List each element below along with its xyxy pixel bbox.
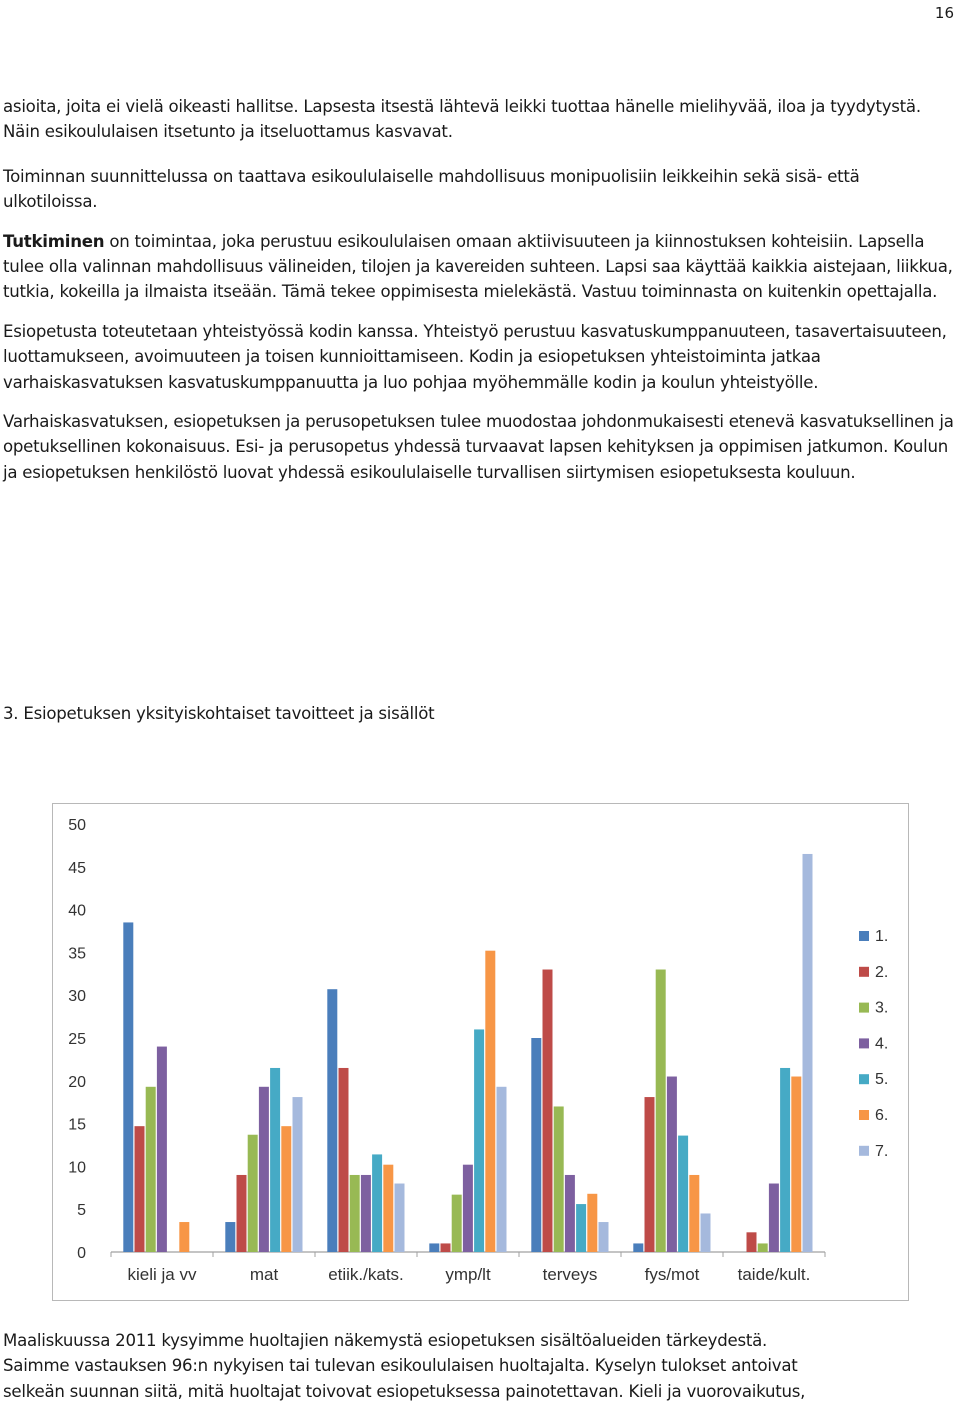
caption-line-2: Saimme vastauksen 96:n nykyisen tai tulevan esikoululaisen huoltajalta. Kyselyn tulokset antoivat: [3, 1356, 798, 1376]
bar-2-series-6: [281, 1126, 291, 1252]
legend-swatch-2: [859, 967, 869, 977]
bar-3-series-5: [372, 1154, 382, 1252]
y-tick-label: 20: [68, 1073, 86, 1091]
legend-label-4: 4.: [875, 1035, 889, 1053]
x-tick-label: terveys: [542, 1265, 598, 1284]
bar-6-series-7: [701, 1213, 711, 1252]
x-tick-label: taide/kult.: [737, 1265, 811, 1284]
paragraph-4: Esiopetusta toteutetaan yhteistyössä kodin kanssa. Yhteistyö perustuu kasvatuskumppanuuteen, tasavertaisuuteen, luottamukseen, avoimuuteen ja toisen kunnioittamiseen. Kodin ja esiopetuksen yhteistoiminta jatkaa varhaiskasvatuksen kasvatuskumppanuutta ja luo pohjaa myöhemmälle kodin ja koulun yhteistyölle.: [3, 321, 947, 392]
y-tick-label: 35: [68, 945, 86, 963]
bar-6-series-6: [689, 1175, 699, 1252]
y-tick-label: 30: [68, 988, 86, 1006]
bar-4-series-1: [429, 1243, 439, 1252]
paragraph-3-rest: on toimintaa, joka perustuu esikoululaisen omaan aktiivisuuteen ja kiinnostuksen kohteisiin. Lapsella tulee olla valinnan mahdollisuus välineiden, tilojen ja kavereiden suhteen. Lapsi saa käyttää kaikkia aistejaan, liikkua, tutkia, kokeilla ja ilmaista itseään. Tämä tekee oppimisesta mielekästä. Vastuu toiminnasta on kuitenkin opettajalla.: [3, 231, 953, 302]
bar-7-series-4: [769, 1184, 779, 1252]
legend-swatch-6: [859, 1110, 869, 1120]
x-tick-label: ymp/lt: [445, 1265, 491, 1284]
bar-7-series-7: [803, 854, 813, 1252]
bar-1-series-4: [157, 1047, 167, 1252]
legend-swatch-3: [859, 1003, 869, 1013]
bar-7-series-5: [780, 1068, 790, 1252]
bar-2-series-2: [237, 1175, 247, 1252]
legend-label-1: 1.: [875, 928, 889, 945]
bar-3-series-2: [339, 1068, 349, 1252]
legend-label-3: 3.: [875, 999, 889, 1017]
chart-caption: [3, 1328, 958, 1404]
bar-7-series-3: [758, 1243, 768, 1252]
bar-4-series-4: [463, 1165, 473, 1252]
legend-label-7: 7.: [875, 1142, 889, 1160]
bar-3-series-3: [350, 1175, 360, 1252]
y-tick-label: 45: [68, 859, 86, 877]
bar-6-series-1: [633, 1243, 643, 1252]
y-tick-label: 50: [68, 817, 86, 834]
bar-5-series-2: [543, 970, 553, 1252]
page-number: 16: [934, 4, 954, 22]
paragraph-1: asioita, joita ei vielä oikeasti hallitse. Lapsesta itsestä lähtevä leikki tuottaa hänelle mielihyvää, iloa ja tyydytystä. Näin esikoululaisen itsetunto ja itseluottamus kasvavat.: [3, 97, 921, 142]
bar-4-series-7: [497, 1087, 507, 1252]
bar-1-series-3: [146, 1087, 156, 1252]
y-tick-label: 5: [77, 1202, 86, 1220]
bar-5-series-7: [599, 1222, 609, 1252]
y-tick-label: 25: [68, 1031, 86, 1048]
x-tick-label: etiik./kats.: [328, 1265, 404, 1284]
x-tick-label: fys/mot: [644, 1265, 700, 1284]
legend-label-6: 6.: [875, 1107, 889, 1124]
bar-6-series-3: [656, 970, 666, 1252]
caption-line-1: Maaliskuussa 2011 kysyimme huoltajien näkemystä esiopetuksen sisältöalueiden tärkeydestä.: [3, 1331, 768, 1350]
bar-6-series-5: [678, 1136, 688, 1252]
paragraph-2: Toiminnan suunnittelussa on taattava esikoululaiselle mahdollisuus monipuolisiin leikkeihin sekä sisä- että ulkotiloissa.: [3, 166, 860, 212]
bar-6-series-2: [645, 1097, 655, 1252]
x-tick-label: mat: [249, 1265, 279, 1284]
bar-4-series-6: [485, 951, 495, 1252]
bar-3-series-7: [395, 1184, 405, 1252]
y-tick-label: 0: [77, 1245, 86, 1262]
bar-3-series-6: [383, 1165, 393, 1252]
y-tick-label: 10: [68, 1159, 86, 1177]
y-tick-label: 15: [68, 1116, 86, 1134]
x-tick-label: kieli ja vv: [127, 1265, 197, 1284]
bar-1-series-1: [123, 922, 133, 1252]
y-tick-label: 40: [68, 902, 86, 920]
bar-5-series-4: [565, 1175, 575, 1252]
bar-5-series-3: [554, 1106, 564, 1252]
bar-4-series-2: [441, 1243, 451, 1252]
body-text: [3, 94, 958, 504]
bar-5-series-5: [576, 1204, 586, 1252]
bar-5-series-1: [531, 1038, 541, 1252]
caption-line-3: selkeän suunnan siitä, mitä huoltajat toivovat esiopetuksessa painotettavan. Kieli ja vuorovaikutus,: [3, 1381, 806, 1401]
bar-7-series-2: [747, 1232, 757, 1252]
paragraph-3-bold: Tutkiminen: [3, 231, 105, 251]
bar-3-series-4: [361, 1175, 371, 1252]
legend-swatch-4: [859, 1038, 869, 1048]
bar-5-series-6: [587, 1194, 597, 1252]
bar-1-series-6: [179, 1222, 189, 1252]
bar-2-series-1: [225, 1222, 235, 1252]
paragraph-5: Varhaiskasvatuksen, esiopetuksen ja perusopetuksen tulee muodostaa johdonmukaisesti etenevä kasvatuksellinen ja opetuksellinen kokonaisuus. Esi- ja perusopetus yhdessä turvaavat lapsen kehityksen ja oppimisen jatkumon. Koulun ja esiopetuksen henkilöstö luovat yhdessä esikoululaiselle turvallisen siirtymisen esiopetuksesta kouluun.: [3, 412, 954, 482]
paragraph-3: [3, 229, 958, 305]
bar-4-series-5: [474, 1029, 484, 1252]
bar-3-series-1: [327, 989, 337, 1252]
bar-2-series-5: [270, 1068, 280, 1252]
bar-6-series-4: [667, 1077, 677, 1252]
bar-2-series-4: [259, 1087, 269, 1252]
legend-swatch-7: [859, 1146, 869, 1156]
legend-swatch-5: [859, 1074, 869, 1084]
bar-chart: [53, 804, 910, 1302]
bar-1-series-2: [135, 1126, 145, 1252]
legend-label-5: 5.: [875, 1071, 889, 1089]
section-heading: 3. Esiopetuksen yksityiskohtaiset tavoitteet ja sisällöt: [3, 704, 435, 723]
bar-7-series-6: [791, 1077, 801, 1252]
bar-2-series-3: [248, 1135, 258, 1252]
bar-2-series-7: [293, 1097, 303, 1252]
chart-frame: [52, 803, 909, 1301]
legend-swatch-1: [859, 931, 869, 941]
legend-label-2: 2.: [875, 963, 889, 981]
bar-4-series-3: [452, 1195, 462, 1252]
